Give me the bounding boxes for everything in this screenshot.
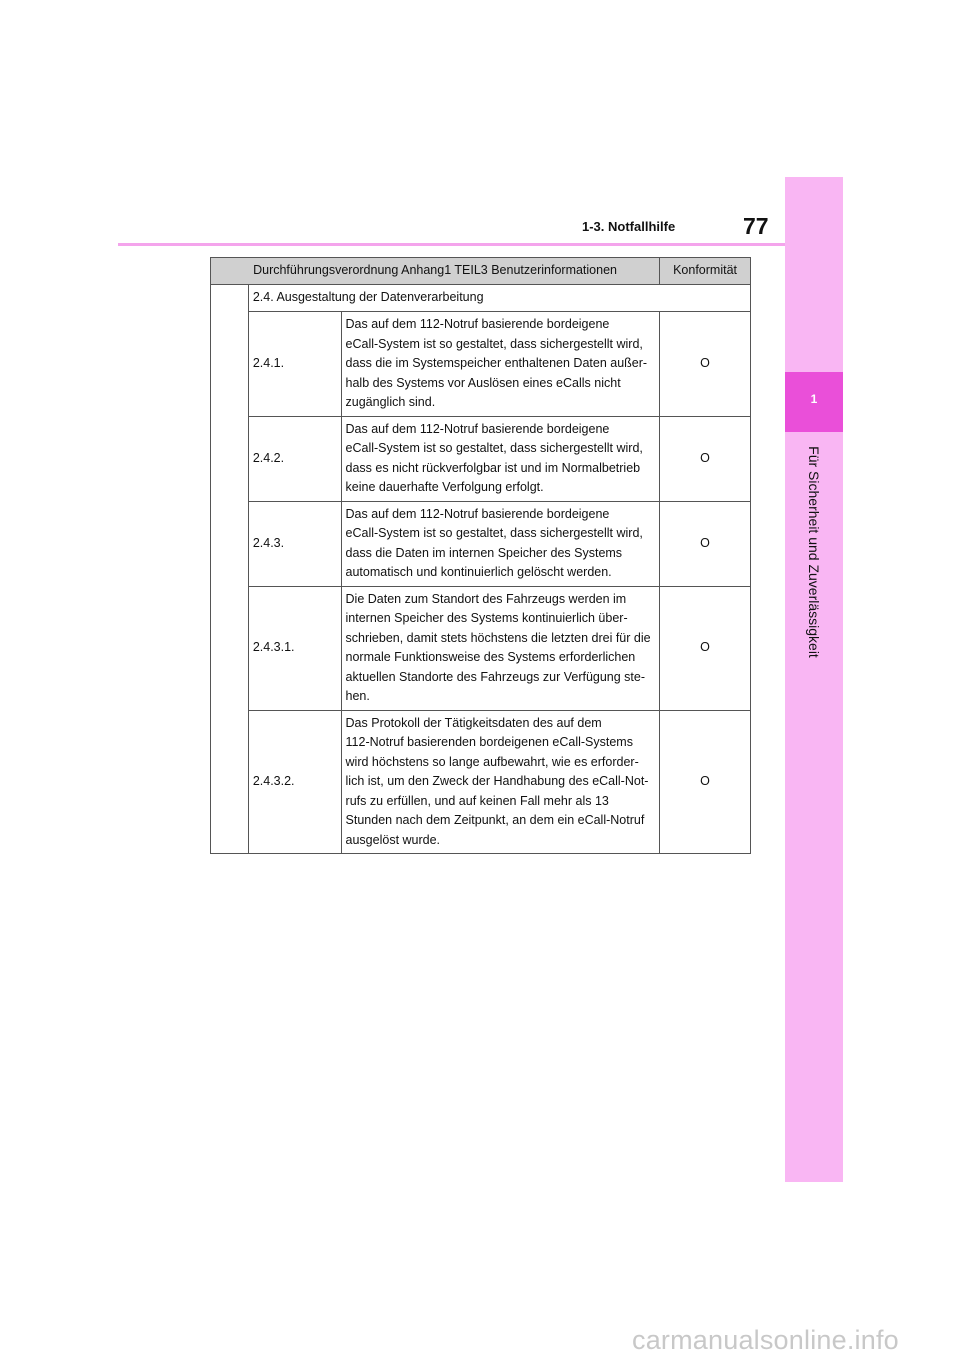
description-line: keine dauerhafte Verfolgung erfolgt. xyxy=(345,480,544,494)
table-row xyxy=(211,416,751,501)
watermark: carmanualsonline.info xyxy=(632,1325,899,1355)
clause-number: 2.4.3.2. xyxy=(248,710,341,854)
header-conformity: Konformität xyxy=(660,258,751,285)
description-line: zugänglich sind. xyxy=(345,395,436,409)
section-title: 1-3. Notfallhilfe xyxy=(582,219,676,234)
conformity-mark: O xyxy=(660,501,751,586)
description-line: lich ist, um den Zweck der Handhabung des eCall-Not- xyxy=(345,774,649,788)
description-line: aktuellen Standorte des Fahrzeugs zur Verfügung ste- xyxy=(345,669,646,684)
conformity-mark: O xyxy=(660,586,751,710)
description-line: normale Funktionsweise des Systems erforderlichen xyxy=(345,650,636,664)
description-line: Das auf dem 112-Notruf basierende bordeigene xyxy=(345,317,610,331)
header-rule xyxy=(118,243,785,246)
description-line: eCall-System ist so gestaltet, dass sichergestellt wird, xyxy=(345,526,643,540)
description-line: hen. xyxy=(345,689,370,703)
clause-description xyxy=(341,710,660,854)
description-line: dass es nicht rückverfolgbar ist und im Normalbetrieb xyxy=(345,460,641,475)
table-header-row xyxy=(211,258,751,285)
clause-description xyxy=(341,501,660,586)
chapter-side-tab xyxy=(785,177,843,1182)
conformity-mark: O xyxy=(660,312,751,417)
chapter-number: 1 xyxy=(810,392,818,406)
clause-number: 2.4.2. xyxy=(248,416,341,501)
description-line: Stunden nach dem Zeitpunkt, an dem ein eCall-Notruf xyxy=(345,813,645,827)
section-row xyxy=(211,285,751,312)
conformity-mark: O xyxy=(660,710,751,854)
clause-description xyxy=(341,312,660,417)
description-line: Das auf dem 112-Notruf basierende bordeigene xyxy=(345,421,610,436)
clause-description xyxy=(341,416,660,501)
description-line: ausgelöst wurde. xyxy=(345,832,441,847)
conformity-mark: O xyxy=(660,416,751,501)
description-line: wird höchstens so lange aufbewahrt, wie es erforder- xyxy=(345,754,639,769)
table-row xyxy=(211,501,751,586)
description-line: automatisch und kontinuierlich gelöscht werden. xyxy=(345,565,612,579)
description-line: internen Speicher des Systems kontinuierlich über- xyxy=(345,611,628,625)
clause-number: 2.4.3.1. xyxy=(248,586,341,710)
description-line: dass die Daten im internen Speicher des Systems xyxy=(345,545,623,560)
clause-description xyxy=(341,586,660,710)
description-line: 112-Notruf basierenden bordeigenen eCall-Systems xyxy=(345,735,633,749)
description-line: eCall-System ist so gestaltet, dass sichergestellt wird, xyxy=(345,441,643,455)
indent-gutter xyxy=(211,285,249,854)
table-row xyxy=(211,312,751,417)
description-line: schrieben, damit stets höchstens die letzten drei für die xyxy=(345,630,651,645)
description-line: rufs zu erfüllen, und auf keinen Fall mehr als 13 xyxy=(345,793,609,808)
chapter-title: Für Sicherheit und Zuverlässigkeit xyxy=(806,446,822,658)
description-line: Das auf dem 112-Notruf basierende bordeigene xyxy=(345,506,610,521)
page-number: 77 xyxy=(743,213,769,239)
description-line: Das Protokoll der Tätigkeitsdaten des auf dem xyxy=(345,715,602,730)
compliance-table xyxy=(210,257,751,854)
clause-number: 2.4.3. xyxy=(248,501,341,586)
table-row xyxy=(211,710,751,854)
section-label: 2.4. Ausgestaltung der Datenverarbeitung xyxy=(248,285,750,312)
description-line: eCall-System ist so gestaltet, dass sichergestellt wird, xyxy=(345,336,643,351)
description-line: dass die im Systemspeicher enthaltenen Daten außer- xyxy=(345,356,648,370)
clause-number: 2.4.1. xyxy=(248,312,341,417)
table-row xyxy=(211,586,751,710)
description-line: Die Daten zum Standort des Fahrzeugs werden im xyxy=(345,591,627,606)
header-regulation: Durchführungsverordnung Anhang1 TEIL3 Benutzerinformationen xyxy=(211,258,660,285)
description-line: halb des Systems vor Auslösen eines eCalls nicht xyxy=(345,375,621,390)
